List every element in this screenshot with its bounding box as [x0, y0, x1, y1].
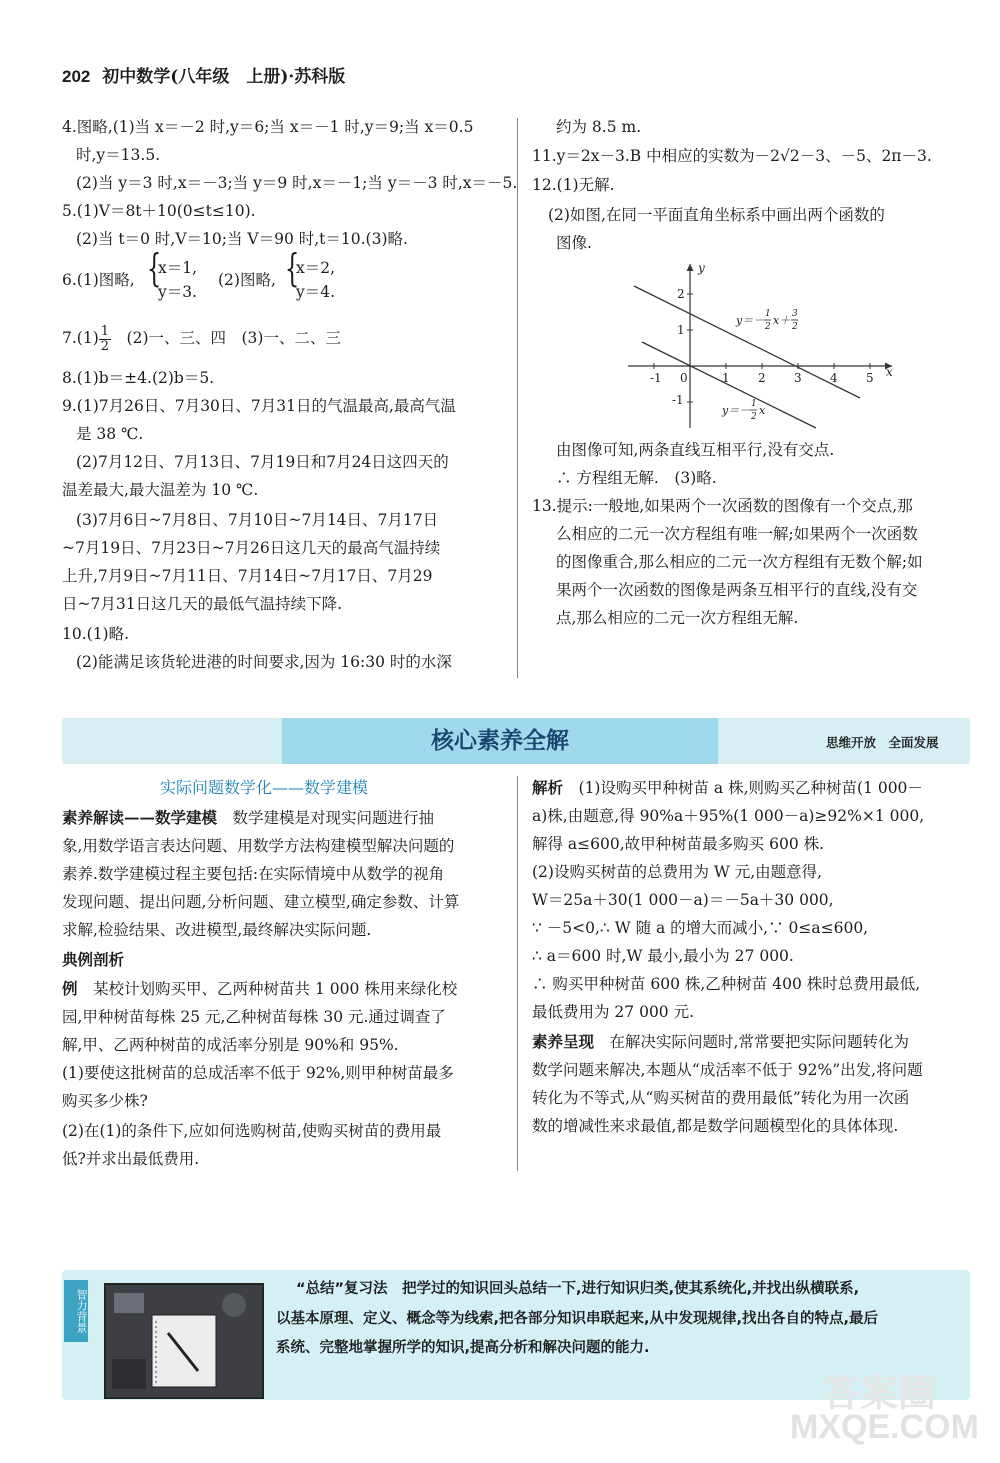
q7-den: 2: [100, 338, 110, 354]
q9-line6: ~7月19日、7月23日~7月26日这几天的最高气温持续: [62, 539, 441, 557]
interpretation-text: 数学建模是对现实问题进行抽: [217, 809, 435, 827]
presentation-line2: 数学问题来解决,本题从“成活率不低于 92%”出发,将问题: [532, 1061, 923, 1079]
q6-system1: [146, 246, 208, 302]
q6-line: [62, 270, 135, 290]
line-y-neg-half-x-plus-three-halves: [634, 286, 860, 398]
section-side-text: 思维开放 全面发展: [826, 735, 939, 750]
tip-line1: “总结”复习法 把学过的知识回头总结一下,进行知识归类,使其系统化,并找出纵横联系,: [296, 1281, 860, 1297]
x-tick-label: 1: [722, 371, 730, 385]
example-line3: 解,甲、乙两种树苗的成活率分别是 90%和 95%.: [62, 1036, 399, 1054]
q9-line2: 是 38 ℃.: [76, 425, 144, 443]
interpretation-para-line1: [62, 808, 434, 828]
q4-line2: 时,y＝13.5.: [76, 146, 161, 164]
q13-line5: 点,那么相应的二元一次方程组无解.: [556, 609, 799, 627]
q9-line1: 9.(1)7月26日、7月30日、7月31日的气温最高,最高气温: [62, 397, 456, 415]
q13-line1: 13.提示:一般地,如果两个一次函数的图像有一个交点,那: [532, 497, 913, 515]
example-label: 例: [62, 979, 78, 998]
lower-column-divider: [517, 776, 518, 1171]
example-line2: 园,甲种树苗每株 25 元,乙种树苗每株 30 元.通过调查了: [62, 1008, 446, 1026]
example-line5: 购买多少株?: [62, 1092, 148, 1110]
solution-line2: a)株,由题意,得 90%a＋95%(1 000－a)≥92%×1 000,: [532, 807, 925, 825]
linear-functions-graph: [620, 258, 905, 438]
line1-frac-num: 1: [765, 309, 771, 319]
interpretation-line5: 求解,检验结果、改进模型,最终解决实际问题.: [62, 921, 372, 939]
q7-line: [62, 322, 341, 354]
x-tick-label: 2: [758, 371, 766, 385]
solution-line7: ∴ a＝600 时,W 最小,最小为 27 000.: [532, 947, 794, 965]
interpretation-label: 素养解读——数学建模: [62, 808, 218, 827]
solution-line3: 解得 a≤600,故甲种树苗最多购买 600 株.: [532, 835, 825, 853]
q13-line4: 果两个一次函数的图像是两条互相平行的直线,没有交: [556, 581, 918, 599]
presentation-label: 素养呈现: [532, 1032, 595, 1051]
q8-line: 8.(1)b＝±4.(2)b＝5.: [62, 369, 215, 387]
presentation-line1: [532, 1032, 909, 1052]
x-axis-label: x: [886, 365, 893, 379]
solution-line4: (2)设购买树苗的总费用为 W 元,由题意得,: [532, 863, 823, 881]
q6-sys2-eq2: y＝4.: [296, 283, 336, 301]
solution-line6: ∵ －5<0,∴ W 随 a 的增大而减小,∵ 0≤a≤600,: [532, 919, 869, 937]
x-tick-label: 0: [680, 371, 688, 385]
watermark-logo: 答案圈: [822, 1370, 937, 1415]
q6-system2: [284, 246, 346, 302]
page-number: 202: [62, 67, 91, 86]
presentation-line3: 转化为不等式,从“购买树苗的费用最低”转化为用一次函: [532, 1089, 910, 1107]
q6-sys1-eq1: x＝1,: [158, 259, 198, 277]
example-line7: 低?并求出最低费用.: [62, 1150, 200, 1168]
q7-prefix: 7.(1): [62, 329, 99, 347]
book-title: 初中数学(八年级 上册)·苏科版: [102, 67, 346, 87]
example-line1: [62, 979, 457, 999]
column-divider: [517, 118, 518, 678]
brace-icon: {: [284, 246, 300, 290]
line2-frac-den: 2: [751, 412, 757, 422]
interpretation-line4: 发现问题、提出问题,分析问题、建立模型,确定参数、计算: [62, 893, 460, 911]
y-tick-label: 2: [677, 287, 685, 301]
tip-strip: 智力背景: [64, 1280, 88, 1342]
line1-label: y＝－: [736, 314, 765, 327]
q4-line3: (2)当 y＝3 时,x＝－3;当 y＝9 时,x＝－1;当 y＝－3 时,x＝－5.: [76, 174, 518, 192]
q7-fraction: [99, 325, 111, 354]
q7-num: 1: [100, 323, 110, 339]
q10-line2: (2)能满足该货轮进港的时间要求,因为 16:30 时的水深: [76, 653, 452, 671]
notebook-image: [104, 1283, 264, 1399]
interpretation-line2: 象,用数学语言表达问题、用数学方法构建模型解决问题的: [62, 837, 455, 855]
example-text: 某校计划购买甲、乙两种树苗共 1 000 株用来绿化校: [77, 980, 458, 998]
q13-line2: 么相应的二元一次方程组有唯一解;如果两个一次函数: [556, 525, 918, 543]
solution-line9: 最低费用为 27 000 元.: [532, 1003, 695, 1021]
solution-line5: W＝25a＋30(1 000－a)＝－5a＋30 000,: [532, 891, 834, 909]
y-tick-label: 1: [677, 323, 685, 337]
axis-ticks: [654, 294, 870, 402]
y-tick-label: -1: [672, 393, 684, 407]
q9-line5: (3)7月6日~7月8日、7月10日~7月14日、7月17日: [76, 511, 439, 529]
tip-line2: 以基本原理、定义、概念等为线索,把各部分知识串联起来,从中发现规律,找出各自的特点,最后: [276, 1311, 879, 1327]
example-analysis-label: 典例剖析: [62, 950, 125, 969]
tip-line3: 系统、完整地掌握所学的知识,提高分析和解决问题的能力.: [276, 1340, 650, 1356]
solution-line8: ∴ 购买甲种树苗 600 株,乙种树苗 400 株时总费用最低,: [532, 975, 921, 993]
q12-line3: 图像.: [556, 234, 592, 252]
solution-label: 解析: [532, 778, 564, 797]
section-subtitle: 实际问题数学化——数学建模: [160, 778, 369, 797]
q13-line3: 的图像重合,那么相应的二元一次方程组有无数个解;如: [556, 553, 923, 571]
watermark-url: MXQE.COM: [790, 1408, 979, 1446]
brace-icon: {: [146, 246, 162, 290]
q7-rest: (2)一、三、四 (3)一、二、三: [126, 329, 341, 347]
y-axis-label: y: [698, 261, 705, 275]
line1-label-mid: x＋: [773, 314, 791, 327]
q12-conclusion2: ∴ 方程组无解. (3)略.: [556, 469, 717, 487]
solution-text: (1)设购买甲种树苗 a 株,则购买乙种树苗(1 000－: [563, 779, 923, 797]
x-tick-label: 3: [794, 371, 802, 385]
q6-sys2-eq1: x＝2,: [296, 259, 336, 277]
line2-frac-num: 1: [751, 399, 757, 409]
line1-frac-num2: 3: [792, 309, 798, 319]
q10-cont: 约为 8.5 m.: [556, 118, 642, 136]
q9-line3: (2)7月12日、7月13日、7月19日和7月24日这四天的: [76, 453, 449, 471]
q12-line1: 12.(1)无解.: [532, 176, 615, 194]
example-line6: (2)在(1)的条件下,应如何选购树苗,使购买树苗的费用最: [62, 1122, 442, 1140]
q12-conclusion1: 由图像可知,两条直线互相平行,没有交点.: [556, 441, 835, 459]
example-line4: (1)要使这批树苗的总成活率不低于 92%,则甲种树苗最多: [62, 1064, 454, 1082]
notebook-pen-icon: [106, 1285, 262, 1397]
q11-line: 11.y＝2x－3.B 中相应的实数为－2√2－3、－5、2π－3.: [532, 147, 932, 165]
section-title: 核心素养全解: [282, 718, 718, 764]
line2-label: y＝－: [722, 404, 751, 417]
line1-frac-den2: 2: [792, 322, 798, 332]
q12-line2: (2)如图,在同一平面直角坐标系中画出两个函数的: [548, 206, 885, 224]
q5-line1: 5.(1)V＝8t＋10(0≤t≤10).: [62, 202, 256, 220]
q9-line4: 温差最大,最大温差为 10 ℃.: [62, 481, 259, 499]
q6-sys1-eq2: y＝3.: [158, 283, 198, 301]
q6-prefix: 6.(1)图略,: [62, 271, 135, 289]
q10-line1: 10.(1)略.: [62, 625, 130, 643]
x-tick-label: 4: [830, 371, 838, 385]
line1-frac-den: 2: [765, 322, 771, 332]
q4-line1: 4.图略,(1)当 x＝－2 时,y＝6;当 x＝－1 时,y＝9;当 x＝0.5: [62, 118, 474, 136]
q5-line2: (2)当 t＝0 时,V＝10;当 V＝90 时,t＝10.(3)略.: [76, 230, 408, 248]
x-tick-label: 5: [866, 371, 874, 385]
q6-mid: (2)图略,: [218, 271, 276, 289]
solution-line1: [532, 778, 923, 798]
interpretation-line3: 素养.数学建模过程主要包括:在实际情境中从数学的视角: [62, 865, 445, 883]
presentation-line4: 数的增减性来求最值,都是数学问题模型化的具体体现.: [532, 1117, 899, 1135]
line2-label-post: x: [759, 404, 766, 417]
x-tick-label: -1: [650, 371, 662, 385]
page-header: [62, 62, 345, 87]
presentation-text: 在解决实际问题时,常常要把实际问题转化为: [594, 1033, 909, 1051]
q9-line7: 上升,7月9日~7月11日、7月14日~7月17日、7月29: [62, 567, 433, 585]
q9-line8: 日~7月31日这几天的最低气温持续下降.: [62, 595, 343, 613]
